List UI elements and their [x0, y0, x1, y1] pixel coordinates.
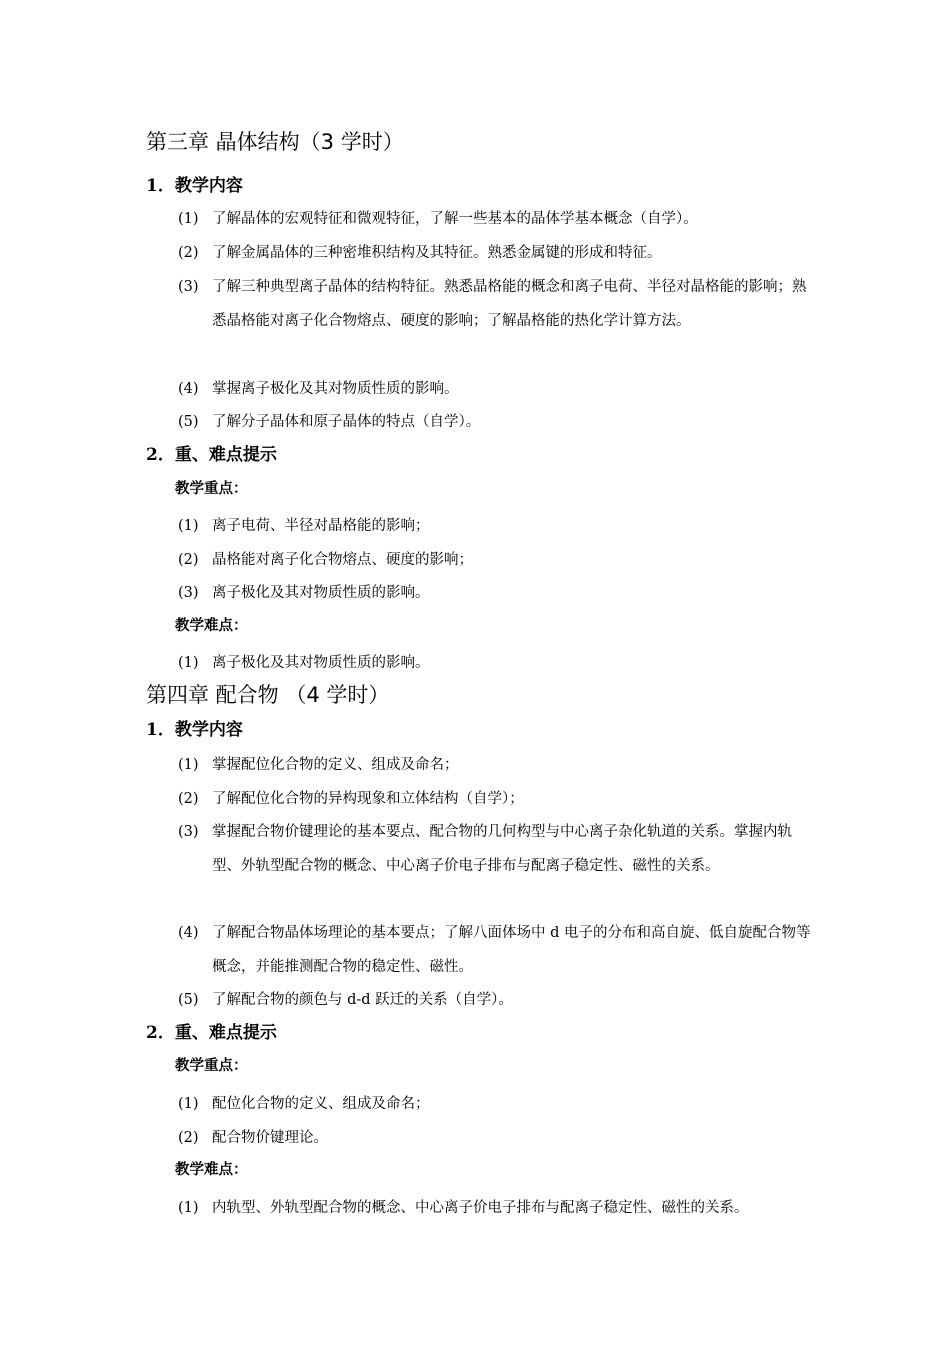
item-text: 离子极化及其对物质性质的影响。 — [212, 585, 430, 601]
ch4-content-item — [178, 983, 818, 1017]
chapter-4-title: 第四章 配合物 （4 学时） — [146, 683, 390, 707]
ch3-content-item — [178, 372, 818, 406]
ch3-focus-item — [178, 543, 818, 577]
ch4-content-heading: 1．教学内容 — [146, 720, 243, 740]
item-text: 了解分子晶体和原子晶体的特点（自学）。 — [212, 414, 481, 430]
ch3-content-item — [178, 236, 818, 270]
item-number: (4) — [178, 925, 199, 941]
ch3-content-heading: 1．教学内容 — [146, 176, 243, 196]
item-text: 内轨型、外轨型配合物的概念、中心离子价电子排布与配离子稳定性、磁性的关系。 — [212, 1200, 749, 1216]
item-number: (5) — [178, 992, 199, 1008]
item-number: (1) — [178, 655, 199, 671]
item-number: (4) — [178, 381, 199, 397]
item-text: 配位化合物的定义、组成及命名； — [212, 1096, 430, 1112]
ch3-key-heading: 2．重、难点提示 — [146, 445, 277, 465]
item-number: (2) — [178, 245, 199, 261]
ch4-content-item — [178, 782, 818, 816]
item-number: (2) — [178, 552, 199, 568]
ch3-focus-label: 教学重点： — [175, 480, 248, 497]
item-text: 了解晶体的宏观特征和微观特征，了解一些基本的晶体学基本概念（自学）。 — [212, 211, 698, 227]
item-text: 离子极化及其对物质性质的影响。 — [212, 655, 430, 671]
ch3-content-item — [178, 405, 818, 439]
item-number: (1) — [178, 757, 199, 773]
ch4-difficulty-label: 教学难点： — [175, 1161, 248, 1178]
item-number: (2) — [178, 791, 199, 807]
item-text: 掌握配位化合物的定义、组成及命名； — [212, 757, 459, 773]
item-text: 掌握离子极化及其对物质性质的影响。 — [212, 381, 459, 397]
item-number: (1) — [178, 211, 199, 227]
item-text: 晶格能对离子化合物熔点、硬度的影响； — [212, 552, 473, 568]
chapter-3-title: 第三章 晶体结构（3 学时） — [146, 130, 404, 154]
ch4-key-heading: 2．重、难点提示 — [146, 1023, 277, 1043]
ch3-difficulty-label: 教学难点： — [175, 617, 248, 634]
item-text: 了解金属晶体的三种密堆积结构及其特征。熟悉金属键的形成和特征。 — [212, 245, 662, 261]
item-number: (1) — [178, 1200, 199, 1216]
ch3-difficulty-item — [178, 646, 818, 680]
ch4-focus-item — [178, 1121, 818, 1155]
item-number: (3) — [178, 585, 199, 601]
ch3-content-item — [178, 202, 818, 236]
item-text: 了解三种典型离子晶体的结构特征。熟悉晶格能的概念和离子电荷、半径对晶格能的影响；熟悉晶格能对离子化合物熔点、硬度的影响；了解晶格能的热化学计算方法。 — [212, 279, 807, 329]
item-number: (5) — [178, 414, 199, 430]
item-number: (3) — [178, 279, 199, 295]
item-text: 了解配位化合物的异构现象和立体结构（自学）； — [212, 791, 524, 807]
item-text: 了解配合物晶体场理论的基本要点；了解八面体场中 d 电子的分布和高自旋、低自旋配合物等概念，并能推测配合物的稳定性、磁性。 — [212, 925, 811, 975]
ch4-content-item — [178, 815, 818, 883]
item-text: 了解配合物的颜色与 d-d 跃迁的关系（自学）。 — [212, 992, 513, 1008]
item-text: 掌握配合物价键理论的基本要点、配合物的几何构型与中心离子杂化轨道的关系。掌握内轨型、外轨型配合物的概念、中心离子价电子排布与配离子稳定性、磁性的关系。 — [212, 824, 792, 874]
ch4-content-item — [178, 916, 818, 984]
ch3-focus-item — [178, 509, 818, 543]
item-text: 离子电荷、半径对晶格能的影响； — [212, 518, 430, 534]
item-number: (1) — [178, 518, 199, 534]
ch4-focus-item — [178, 1087, 818, 1121]
ch3-content-item — [178, 270, 818, 338]
ch3-focus-item — [178, 576, 818, 610]
ch4-focus-label: 教学重点： — [175, 1057, 248, 1074]
item-text: 配合物价键理论。 — [212, 1130, 328, 1146]
item-number: (3) — [178, 824, 199, 840]
ch4-content-item — [178, 748, 818, 782]
ch4-difficulty-item — [178, 1191, 818, 1225]
item-number: (1) — [178, 1096, 199, 1112]
item-number: (2) — [178, 1130, 199, 1146]
